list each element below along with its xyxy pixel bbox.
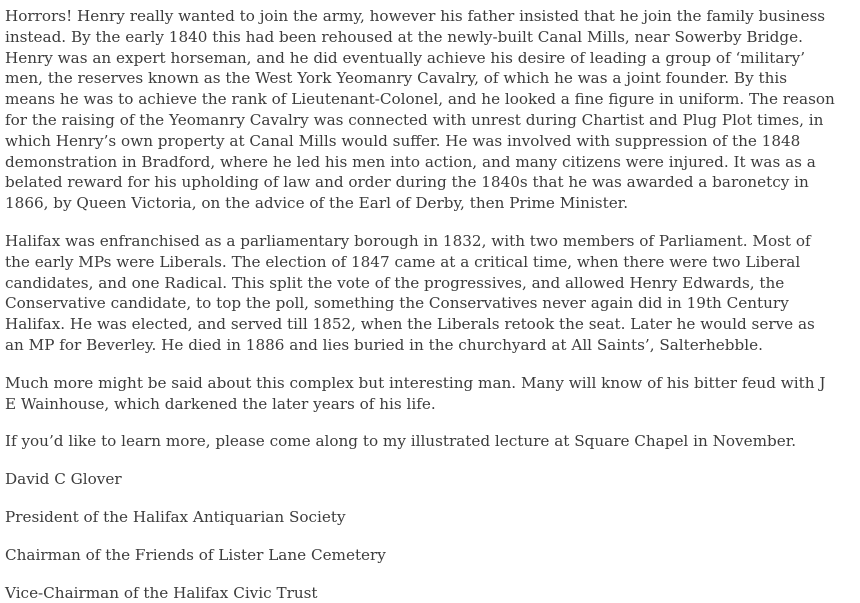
paragraph-lecture-invite: If you’d like to learn more, please come along to my illustrated lecture at Square Chapel in November. <box>5 432 797 451</box>
author-role-civic-trust: Vice-Chairman of the Halifax Civic Trust <box>5 583 318 602</box>
paragraph-halifax-election: Halifax was enfranchised as a parliamentary borough in 1832, with two members of Parliament. Most of the early MPs were Liberals. The election of 1847 came at a critical time, when there were two Liberal candidates, and one Radical. This split the vote of the progressives, and allowed Henry Edwards, the Conservative candidate, to top the poll, something the Conservatives never again did in 19th Century Halifax. He was elected, and served till 1852, when the Liberals retook the seat. Later he would serve as an MP for Beverley. He died in 1886 and lies buried in the churchyard at All Saints’, Salterhebble. <box>5 231 815 354</box>
author-role-antiquarian: President of the Halifax Antiquarian Society <box>5 507 346 526</box>
paragraph-feud-wainhouse: Much more might be said about this complex but interesting man. Many will know of his bitter feud with J E Wainhouse, which darkened the later years of his life. <box>5 373 826 413</box>
author-name: David C Glover <box>5 470 122 489</box>
author-role-cemetery: Chairman of the Friends of Lister Lane Cemetery <box>5 545 386 564</box>
paragraph-henry-military-career: Horrors! Henry really wanted to join the army, however his father insisted that he join the family business instead. By the early 1840 this had been rehoused at the newly-built Canal Mills, near Sowerby Bridge. Henry was an expert horseman, and he did eventually achieve his desire of leading a group of ‘military’ men, the reserves known as the West York Yeomanry Cavalry, of which he was a joint founder. By this means he was to achieve the rank of Lieutenant-Colonel, and he looked a fine figure in uniform. The reason for the raising of the Yeomanry Cavalry was connected with unrest during Chartist and Plug Plot times, in which Henry’s own property at Canal Mills would suffer. He was involved with suppression of the 1848 demonstration in Bradford, where he led his men into action, and many citizens were injured. It was as a belated reward for his upholding of law and order during the 1840s that he was awarded a baronetcy in 1866, by Queen Victoria, on the advice of the Earl of Derby, then Prime Minister. <box>5 7 835 213</box>
